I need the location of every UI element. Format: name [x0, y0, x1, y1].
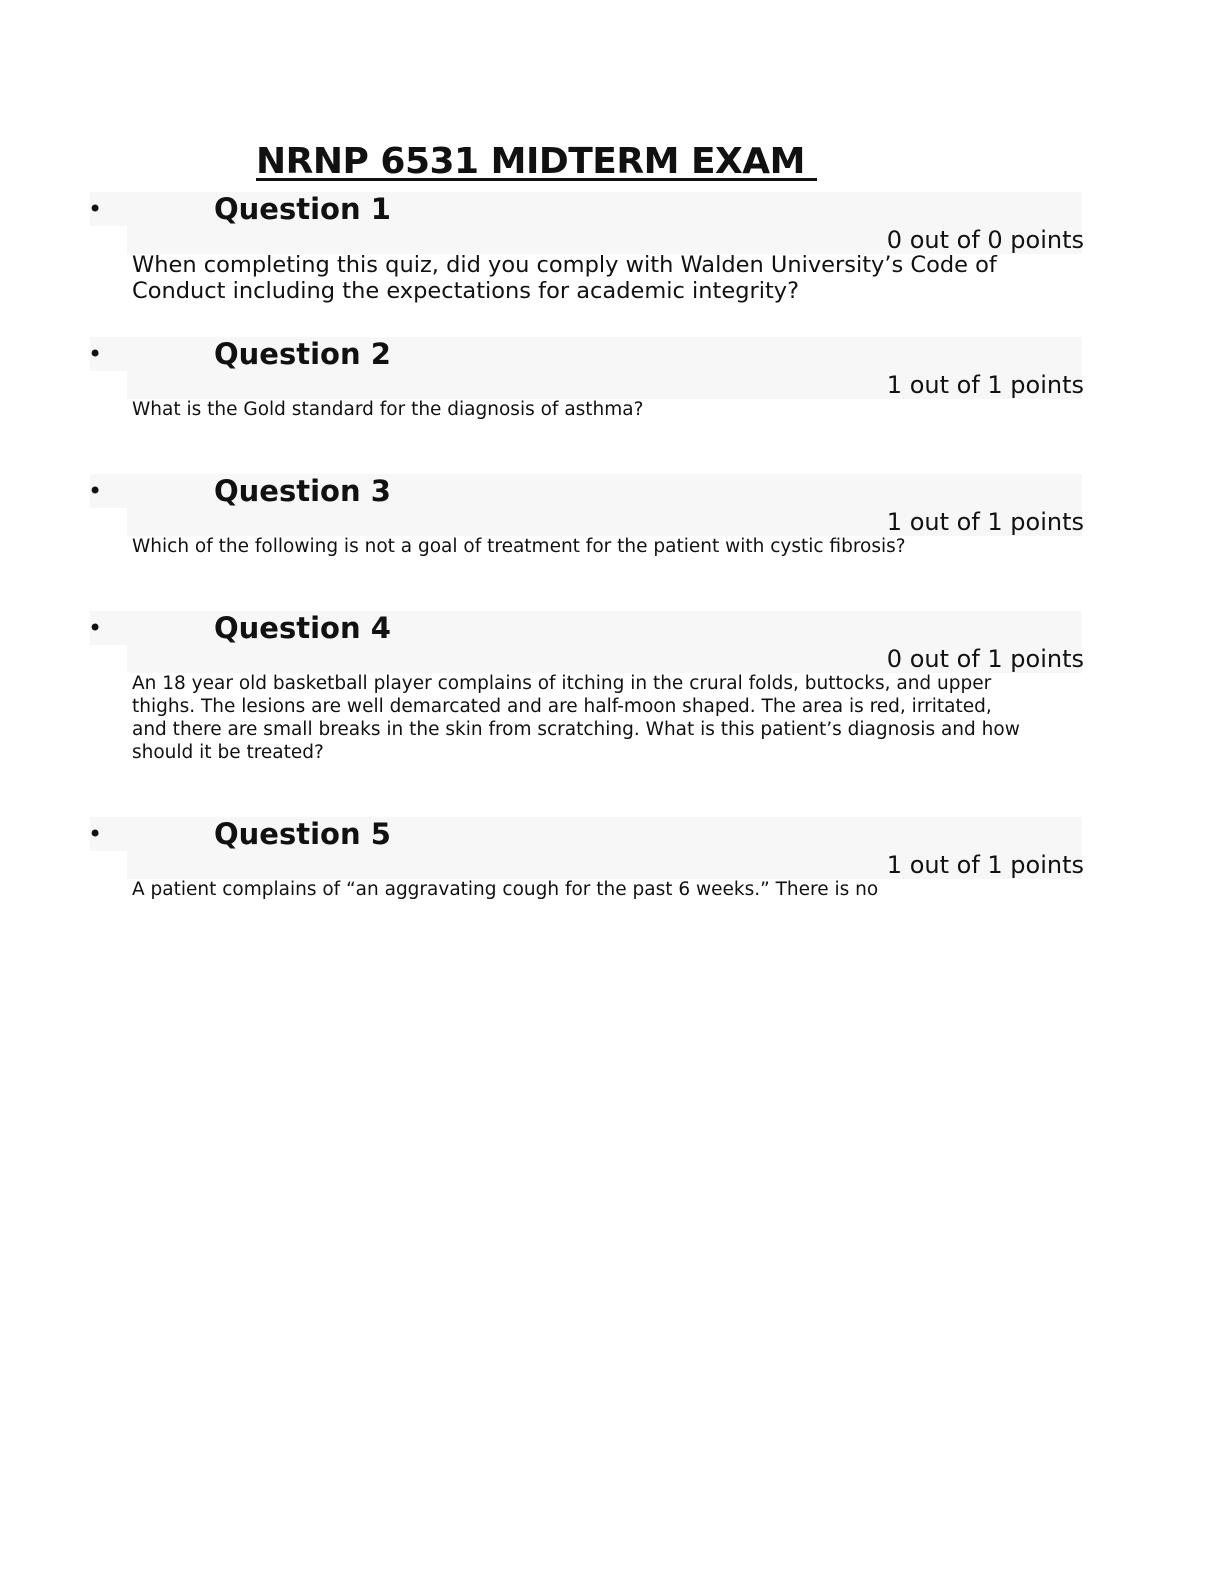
question-score: 1 out of 1 points	[886, 851, 1084, 879]
question-text: An 18 year old basketball player complains of itching in the crural folds, buttocks, and upper thighs. The lesions are well demarcated and are half-moon shaped. The area is red, irritated, and there are small breaks in the skin from scratching. What is this patient’s diagnosis and how should it be treated?	[132, 673, 1020, 763]
bullet-icon: •	[88, 614, 103, 642]
question-score: 1 out of 1 points	[886, 508, 1084, 536]
question-title: Question 5	[214, 817, 391, 851]
question-title: Question 2	[214, 337, 391, 371]
question-score: 1 out of 1 points	[886, 371, 1084, 399]
question-text: What is the Gold standard for the diagnosis of asthma?	[132, 399, 644, 420]
bullet-icon: •	[88, 340, 103, 368]
question-text: When completing this quiz, did you comply with Walden University’s Code of Conduct including the expectations for academic integrity?	[132, 252, 997, 304]
question-title: Question 1	[214, 192, 391, 226]
question-score: 0 out of 1 points	[886, 645, 1084, 673]
bullet-icon: •	[88, 195, 103, 223]
question-text: Which of the following is not a goal of treatment for the patient with cystic fibrosis?	[132, 536, 906, 557]
question-score: 0 out of 0 points	[886, 226, 1084, 254]
question-title: Question 4	[214, 611, 391, 645]
bullet-icon: •	[88, 477, 103, 505]
bullet-icon: •	[88, 820, 103, 848]
question-text: A patient complains of “an aggravating cough for the past 6 weeks.” There is no	[132, 879, 879, 900]
question-title: Question 3	[214, 474, 391, 508]
page-title: NRNP 6531 MIDTERM EXAM	[256, 141, 818, 182]
